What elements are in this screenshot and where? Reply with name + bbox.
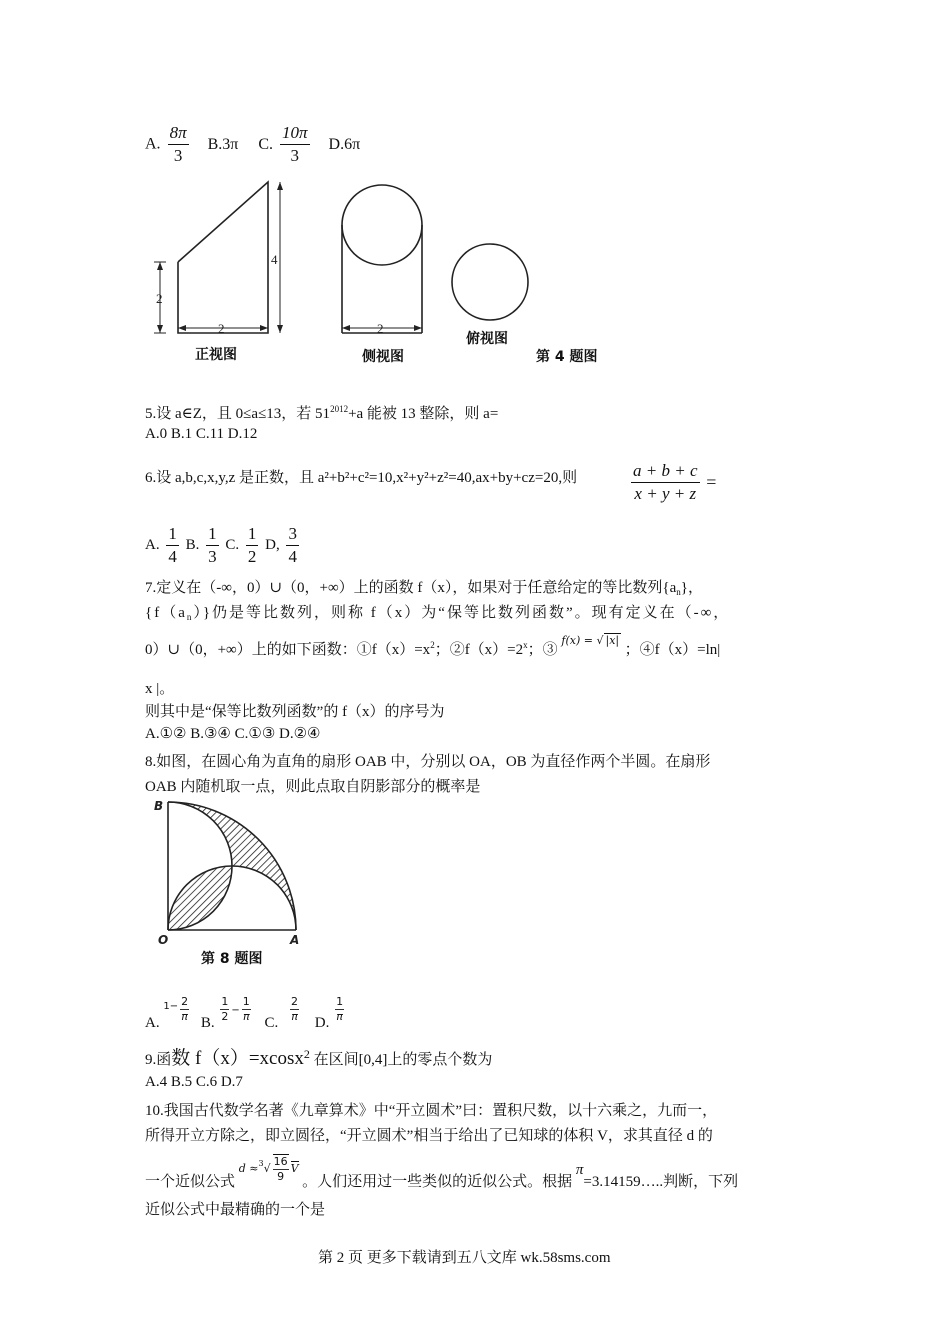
q6-opt-c: C. <box>225 537 240 553</box>
q7-l1-after: }， <box>680 580 703 596</box>
q9-prefix: 9.函 <box>145 1052 172 1068</box>
point-a-label: A <box>290 933 300 947</box>
q8-c-frac <box>290 995 299 1024</box>
front-view <box>154 182 283 333</box>
q8-b1-num: 1 <box>221 995 229 1008</box>
q7-radicand: |x| <box>605 634 620 647</box>
q7-l1-before: 7.定义在（-∞，0）∪（0，+∞）上的函数 f（x），如果对于任意给定的等比数列{a <box>145 580 677 596</box>
question-6-options <box>145 523 302 568</box>
option-a-denominator: 3 <box>173 146 183 165</box>
q7-l3-d: ；④f（x）=ln| <box>624 642 721 658</box>
question-7-line-3 <box>145 634 721 659</box>
sector-figure <box>150 800 310 950</box>
question-7-options: A.①② B.③④ C.①③ D.②④ <box>145 726 321 742</box>
q8-opt-d: D. <box>314 1014 330 1031</box>
option-c-fraction <box>280 122 310 167</box>
side-base-label: 2 <box>377 321 384 336</box>
page-footer: 第 2 页 更多下载请到五八文库 wk.58sms.com <box>318 1250 611 1266</box>
side-view <box>342 185 422 333</box>
q8-opt-a: A. <box>145 1014 160 1031</box>
q8-b-frac1 <box>220 995 229 1024</box>
question-5-options: A.0 B.1 C.11 D.12 <box>145 426 258 442</box>
q6-a-num: 1 <box>166 523 179 546</box>
q6-c-den: 2 <box>247 547 257 566</box>
q10-root-index: 3 <box>258 1159 264 1168</box>
question-7-line-1 <box>145 576 703 597</box>
q10-formula-v: V <box>290 1162 299 1175</box>
q8-b-minus: − <box>231 1004 240 1016</box>
question-6-text: 6.设 a,b,c,x,y,z 是正数，且 a²+b²+c²=10,x²+y²+z²=40,ax+by+cz=20,则 <box>145 470 578 486</box>
q6-opt-d-frac <box>286 523 299 568</box>
q6-d-num: 3 <box>286 523 299 546</box>
question-8-line-1: 8.如图，在圆心角为直角的扇形 OAB 中，分别以 OA，OB 为直径作两个半圆。在扇形 <box>145 754 711 770</box>
option-c-numerator: 10π <box>280 122 310 145</box>
q10-l3-b: 。人们还用过一些类似的近似公式。根据 <box>302 1174 573 1190</box>
q7-l2-sub: n <box>186 612 194 622</box>
q6-denominator: x + y + z <box>634 484 697 503</box>
question-8-options <box>145 995 346 1032</box>
option-c-denominator: 3 <box>290 146 300 165</box>
question-5 <box>145 402 498 423</box>
q6-numerator: a + b + c <box>631 460 700 483</box>
option-a-label: A. <box>145 135 161 153</box>
q8-b2-den: π <box>242 1010 250 1023</box>
q6-opt-c-frac <box>246 523 259 568</box>
q10-formula: d ≈3√ 16 9 V <box>238 1155 299 1183</box>
front-base-label: 2 <box>218 321 225 336</box>
q8-c-den: π <box>291 1010 298 1023</box>
q8-b1-den: 2 <box>221 1010 229 1023</box>
q10-formula-d: d ≈ <box>238 1162 259 1175</box>
point-b-label: B <box>154 800 164 813</box>
q7-l3-a: 0）∪（0，+∞）上的如下函数：①f（x）=x <box>145 642 431 658</box>
q9-suffix: 在区间[0,4]上的零点个数为 <box>309 1052 493 1068</box>
q8-a-frac <box>180 995 189 1024</box>
question-9 <box>145 1043 492 1070</box>
q8-a-den: π <box>181 1010 188 1023</box>
top-view-label: 俯视图 <box>466 331 508 347</box>
q6-ratio <box>631 460 700 505</box>
question-10-line-2: 所得开立方除之，即立圆径，“开立圆术”相当于给出了已知球的体积 V，求其直径 d 的 <box>145 1128 713 1144</box>
q6-equals: = <box>706 472 717 492</box>
q8-a-prefix: 1− <box>163 1000 179 1012</box>
q8-b2-num: 1 <box>242 995 250 1008</box>
q6-opt-b: B. <box>185 537 200 553</box>
q7-l3-b: ；②f（x）=2 <box>434 642 524 658</box>
point-o-label: O <box>158 933 169 947</box>
q5-text-after: +a 能被 13 整除，则 a= <box>348 406 499 422</box>
q8-a-num: 2 <box>181 995 189 1008</box>
q10-l3-c: =3.14159…..判断，下列 <box>583 1174 739 1190</box>
q5-exponent: 2012 <box>330 404 349 414</box>
option-b: B.3π <box>207 135 239 153</box>
figure-4-caption: 第 4 题图 <box>536 349 598 365</box>
option-a-numerator: 8π <box>168 122 189 145</box>
q6-fraction <box>628 460 716 505</box>
question-7-line-5: 则其中是“保等比数列函数”的 f（x）的序号为 <box>145 704 445 720</box>
q8-c-num: 2 <box>291 995 299 1008</box>
front-view-label: 正视图 <box>195 347 237 363</box>
figure-8-caption: 第 8 题图 <box>201 951 263 967</box>
question-10-line-1: 10.我国古代数学名著《九章算术》中“开立圆术”曰：置积尺数，以十六乘之，九而一， <box>145 1103 718 1119</box>
q6-c-num: 1 <box>246 523 259 546</box>
q7-l3-sup2: x <box>523 640 528 650</box>
q7-l3-sup1: 2 <box>430 640 435 650</box>
q8-d-frac <box>335 995 344 1024</box>
q10-l3-a: 一个近似公式 <box>145 1174 236 1190</box>
q6-d-den: 4 <box>288 547 297 566</box>
front-tall-label: 4 <box>271 252 278 267</box>
question-7-line-4: x |。 <box>145 681 175 697</box>
front-height-label: 2 <box>156 291 163 306</box>
question-8-line-2: OAB 内随机取一点，则此点取自阴影部分的概率是 <box>145 779 481 795</box>
q9-sup: 2 <box>303 1047 310 1061</box>
q6-opt-d: D, <box>265 537 280 553</box>
q6-b-num: 1 <box>206 523 219 546</box>
q8-opt-c: C. <box>264 1014 279 1031</box>
option-d: D.6π <box>328 135 361 153</box>
q8-d-num: 1 <box>336 995 344 1008</box>
q7-l2-before: {f（a <box>145 605 187 621</box>
q8-opt-b: B. <box>200 1014 215 1031</box>
q7-l3-c: ；③ <box>527 642 558 658</box>
q10-root-frac <box>273 1154 289 1184</box>
side-view-label: 侧视图 <box>362 349 404 365</box>
question-7-line-2 <box>145 601 730 622</box>
q10-root-den: 9 <box>277 1170 285 1183</box>
q7-l1-sub: n <box>676 587 681 597</box>
question-10-line-3 <box>145 1155 739 1198</box>
q6-opt-a: A. <box>145 537 160 553</box>
q6-opt-a-frac <box>166 523 179 568</box>
q6-b-den: 3 <box>208 547 217 566</box>
q7-l2-after: ）}仍是等比数列，则称 f（x）为“保等比数列函数”。现有定义在（-∞， <box>193 605 731 621</box>
option-c-label: C. <box>258 135 274 153</box>
option-a-fraction <box>168 122 189 167</box>
question-10-line-4: 近似公式中最精确的一个是 <box>145 1202 326 1218</box>
q8-b-frac2 <box>242 995 251 1024</box>
q6-a-den: 4 <box>168 547 177 566</box>
q8-d-den: π <box>336 1010 343 1023</box>
q7-sqrt-formula: f(x) = √ |x| <box>561 634 620 647</box>
q7-fx: f(x) = <box>561 634 593 647</box>
top-view-circle <box>452 244 528 320</box>
q10-root-num: 16 <box>273 1155 288 1168</box>
question-9-options: A.4 B.5 C.6 D.7 <box>145 1074 243 1090</box>
q9-function: 数 f（x）=xcosx <box>171 1048 304 1069</box>
q6-opt-b-frac <box>206 523 219 568</box>
q4-options <box>145 122 360 167</box>
q10-pi: π <box>575 1162 584 1178</box>
q5-text-before: 5.设 a∈Z，且 0≤a≤13，若 51 <box>145 406 331 422</box>
